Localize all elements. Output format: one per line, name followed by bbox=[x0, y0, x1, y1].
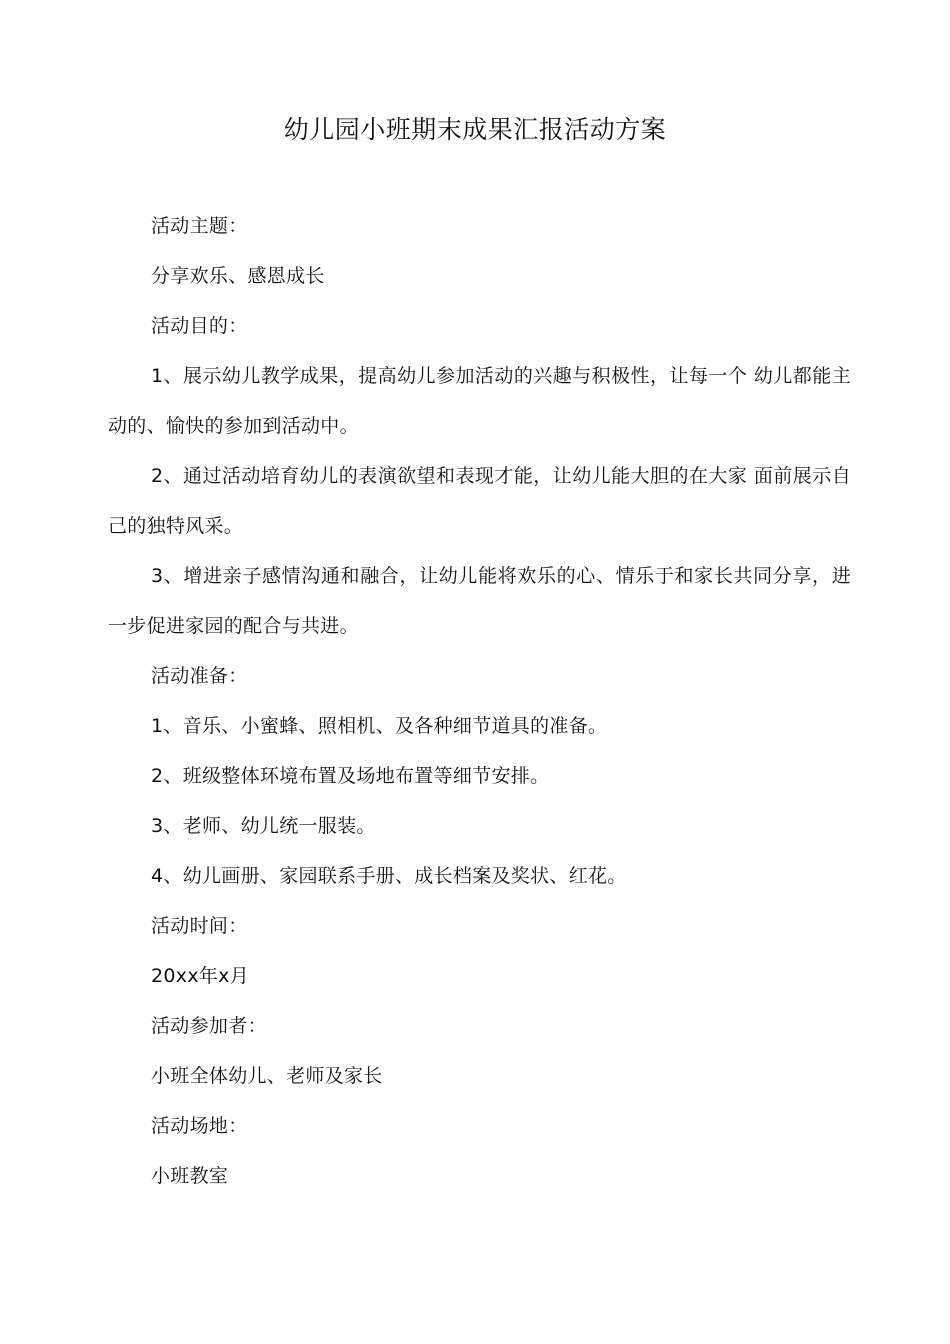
purpose-item-2: 2、通过活动培育幼儿的表演欲望和表现才能，让幼儿能大胆的在大家 面前展示自己的独特风采。 bbox=[108, 465, 851, 537]
purpose-item-3: 3、增进亲子感情沟通和融合，让幼儿能将欢乐的心、情乐于和家长共同分享，进一步促进家园的配合与共进。 bbox=[108, 565, 851, 637]
preparation-item-1: 1、音乐、小蜜蜂、照相机、及各种细节道具的准备。 bbox=[151, 715, 608, 737]
section-heading-participants: 活动参加者： bbox=[151, 1015, 267, 1037]
preparation-item-2: 2、班级整体环境布置及场地布置等细节安排。 bbox=[151, 765, 550, 787]
time-text: 20xx年x月 bbox=[151, 965, 250, 987]
section-heading-purpose: 活动目的： bbox=[151, 315, 248, 337]
section-heading-time: 活动时间： bbox=[151, 915, 248, 937]
purpose-item-1: 1、展示幼儿教学成果，提高幼儿参加活动的兴趣与积极性，让每一个 幼儿都能主动的、愉快的参加到活动中。 bbox=[108, 365, 851, 437]
document-body bbox=[108, 201, 851, 1201]
participants-text: 小班全体幼儿、老师及家长 bbox=[151, 1065, 383, 1087]
preparation-item-3: 3、老师、幼儿统一服装。 bbox=[151, 815, 376, 837]
preparation-item-4: 4、幼儿画册、家园联系手册、成长档案及奖状、红花。 bbox=[151, 865, 627, 887]
section-heading-theme: 活动主题： bbox=[151, 215, 248, 237]
venue-text: 小班教室 bbox=[151, 1165, 229, 1187]
section-heading-venue: 活动场地： bbox=[151, 1115, 248, 1137]
theme-text: 分享欢乐、感恩成长 bbox=[151, 265, 325, 287]
document-title: 幼儿园小班期末成果汇报活动方案 bbox=[283, 115, 667, 144]
section-heading-preparation: 活动准备： bbox=[151, 665, 248, 687]
